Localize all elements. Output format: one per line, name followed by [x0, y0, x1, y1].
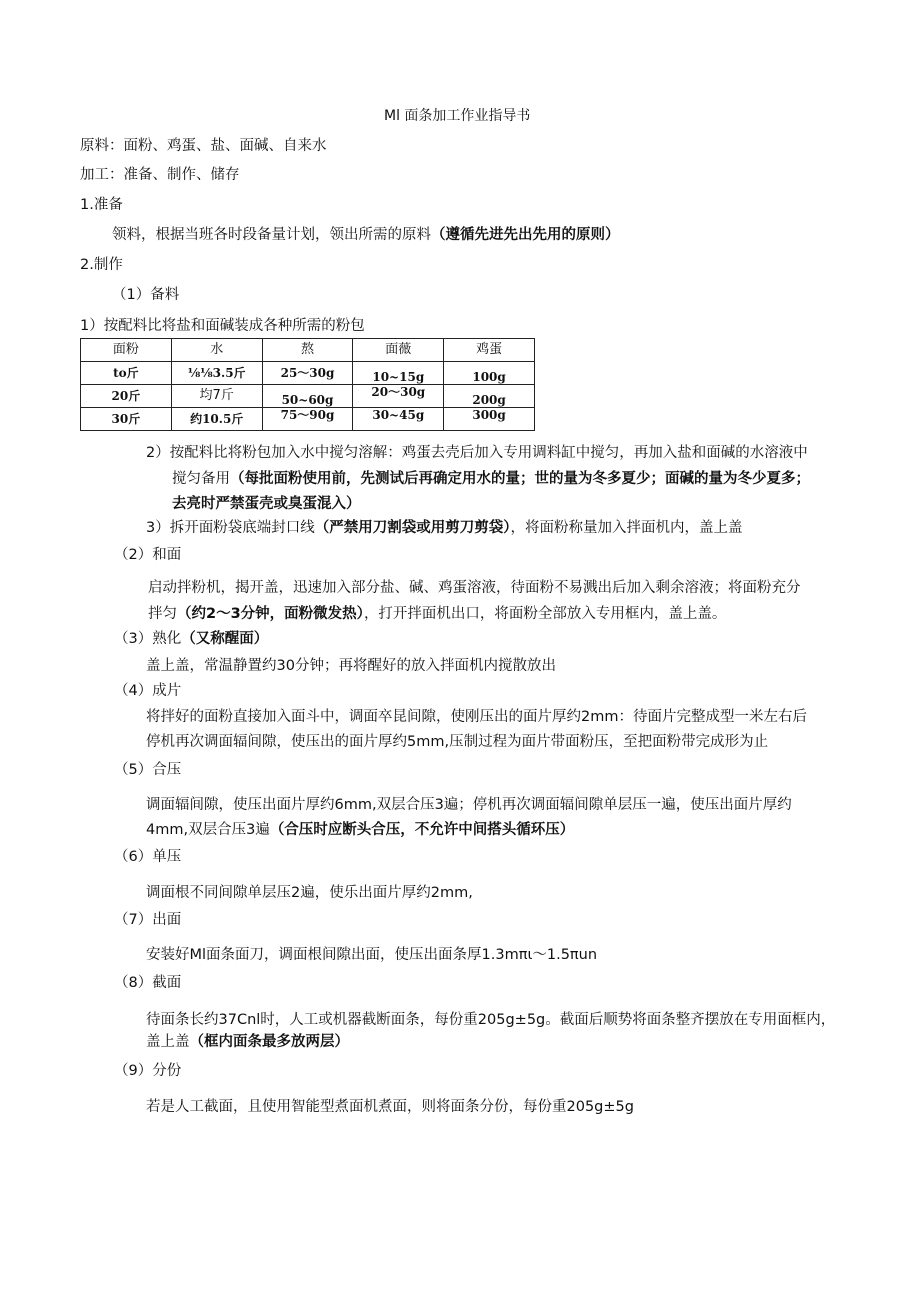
mix-line-2 [148, 604, 726, 624]
prep-step-2-line-3: 去亮时严禁蛋壳或臭蛋混入） [172, 496, 361, 512]
page-title: Ml 面条加工作业指导书 [384, 108, 531, 124]
prep-step-1: 1）按配料比将盐和面碱装成各种所需的粉包 [80, 318, 365, 334]
combine-line-2 [146, 820, 574, 840]
table-header-cell: 熬 [262, 339, 353, 362]
combine-line-1: 调面辐间隙，使压出面片厚约6mm,双层合压3遍；停机再次调面辐间隙单层压一遍，使压出面片厚约 [146, 797, 792, 813]
prep-heading: （1）备料 [112, 287, 180, 303]
mix-text: 拌匀 [148, 606, 177, 622]
ingredient-table [80, 338, 535, 431]
combine-note: （合压时应断头合压，不允许中间搭头循环压） [269, 822, 575, 838]
table-cell: 30斤 [81, 408, 172, 431]
table-cell: 25～30g [262, 362, 353, 385]
prep-step-3-text: 3）拆开面粉袋底端封口线 [146, 520, 315, 536]
table-cell: 10~15g [353, 362, 444, 385]
prepare-body-note: （遵循先进先出先用的原则） [431, 227, 620, 243]
sheet-line-1: 将拌好的面粉直接加入面斗中，调面卒昆间隙，使刚压出的面片厚约2mm：待面片完整成型一米左右后 [146, 709, 807, 725]
table-row [81, 408, 535, 431]
table-cell: ⅛⅛3.5斤 [171, 362, 262, 385]
prep-step-3 [146, 518, 742, 538]
section-prepare-heading: 1.准备 [80, 197, 123, 213]
table-cell: 75～90g [262, 408, 353, 431]
prepare-body-text: 领料，根据当班各时段备量计划，领出所需的原料 [112, 227, 431, 243]
ripen-note: （又称醒面） [181, 631, 269, 647]
table-cell: 20斤 [81, 385, 172, 408]
cut-text: 盖上盖 [146, 1034, 190, 1050]
section-prepare-body [112, 225, 620, 245]
prep-step-2-text: 搅匀备用 [172, 471, 230, 487]
single-heading: （6）单压 [114, 849, 182, 865]
table-cell: 200g [444, 385, 535, 408]
table-cell: 300g [444, 408, 535, 431]
prep-step-2-note: （每批面粉使用前，先测试后再确定用水的量；世的量为冬多夏少；面碱的量为冬少夏多； [230, 471, 810, 487]
table-header-row [81, 339, 535, 362]
processing-line: 加工：准备、制作、储存 [80, 167, 240, 183]
combine-heading: （5）合压 [114, 762, 182, 778]
table-cell: 30~45g [353, 408, 444, 431]
output-line-1: 安装好Ml面条面刀，调面根间隙出面，使压出面条厚1.3mπι～1.5πun [146, 947, 598, 963]
prep-step-2-line-2 [172, 469, 810, 489]
table-cell: 20～30g [353, 385, 444, 408]
table-cell: 50~60g [262, 385, 353, 408]
mix-tail: ，打开拌面机出口，将面粉全部放入专用框内，盖上盖。 [363, 606, 727, 622]
prep-step-2-line-1: 2）按配料比将粉包加入水中搅匀溶解：鸡蛋去壳后加入专用调料缸中搅匀，再加入盐和面碱的水溶液中 [146, 445, 808, 461]
cut-note: （框内面条最多放两层） [189, 1034, 349, 1050]
mix-line-1: 启动拌粉机，揭开盖，迅速加入部分盐、碱、鸡蛋溶液，待面粉不易溅出后加入剩余溶液；将面粉充分 [148, 580, 801, 596]
output-heading: （7）出面 [114, 912, 182, 928]
table-cell: to斤 [81, 362, 172, 385]
table-cell: 均7斤 [171, 385, 262, 408]
portion-heading: （9）分份 [114, 1063, 182, 1079]
table-row [81, 362, 535, 385]
cut-line-2 [146, 1032, 349, 1052]
prep-step-3-note: （严禁用刀割袋或用剪刀剪袋） [314, 520, 511, 536]
combine-text: 4mm,双层合压3遍 [146, 822, 270, 838]
prep-step-3-tail: ，将面粉称量加入拌面机内，盖上盖 [510, 520, 743, 536]
ripen-title: （3）熟化 [114, 631, 182, 647]
portion-line-1: 若是人工截面，且使用智能型煮面机煮面，则将面条分份，每份重205g±5g [146, 1099, 634, 1115]
table-header-cell: 鸡蛋 [444, 339, 535, 362]
mix-note: （约2～3分钟，面粉微发热） [177, 606, 364, 622]
table-header-cell: 面粉 [81, 339, 172, 362]
single-line-1: 调面根不同间隙单层压2遍，使乐出面片厚约2mm, [146, 885, 473, 901]
table-row [81, 385, 535, 408]
table-header-cell: 面薇 [353, 339, 444, 362]
table-cell: 100g [444, 362, 535, 385]
raw-materials-line: 原料：面粉、鸡蛋、盐、面碱、自来水 [80, 138, 327, 154]
cut-heading: （8）截面 [114, 975, 182, 991]
table-cell: 约10.5斤 [171, 408, 262, 431]
sheet-line-2: 停机再次调面辐间隙，使压出的面片厚约5mm,压制过程为面片带面粉压，至把面粉带完成形为止 [146, 734, 769, 750]
sheet-heading: （4）成片 [114, 683, 182, 699]
section-make-heading: 2.制作 [80, 257, 123, 273]
ripen-heading [114, 629, 268, 649]
table-header-cell: 水 [171, 339, 262, 362]
ripen-line-1: 盖上盖，常温静置约30分钟；再将醒好的放入拌面机内搅散放出 [146, 658, 556, 674]
cut-line-1: 待面条长约37Cnl时，人工或机器截断面条，每份重205g±5g。截面后顺势将面条整齐摆放在专用面框内， [146, 1012, 836, 1028]
mix-heading: （2）和面 [114, 547, 182, 563]
